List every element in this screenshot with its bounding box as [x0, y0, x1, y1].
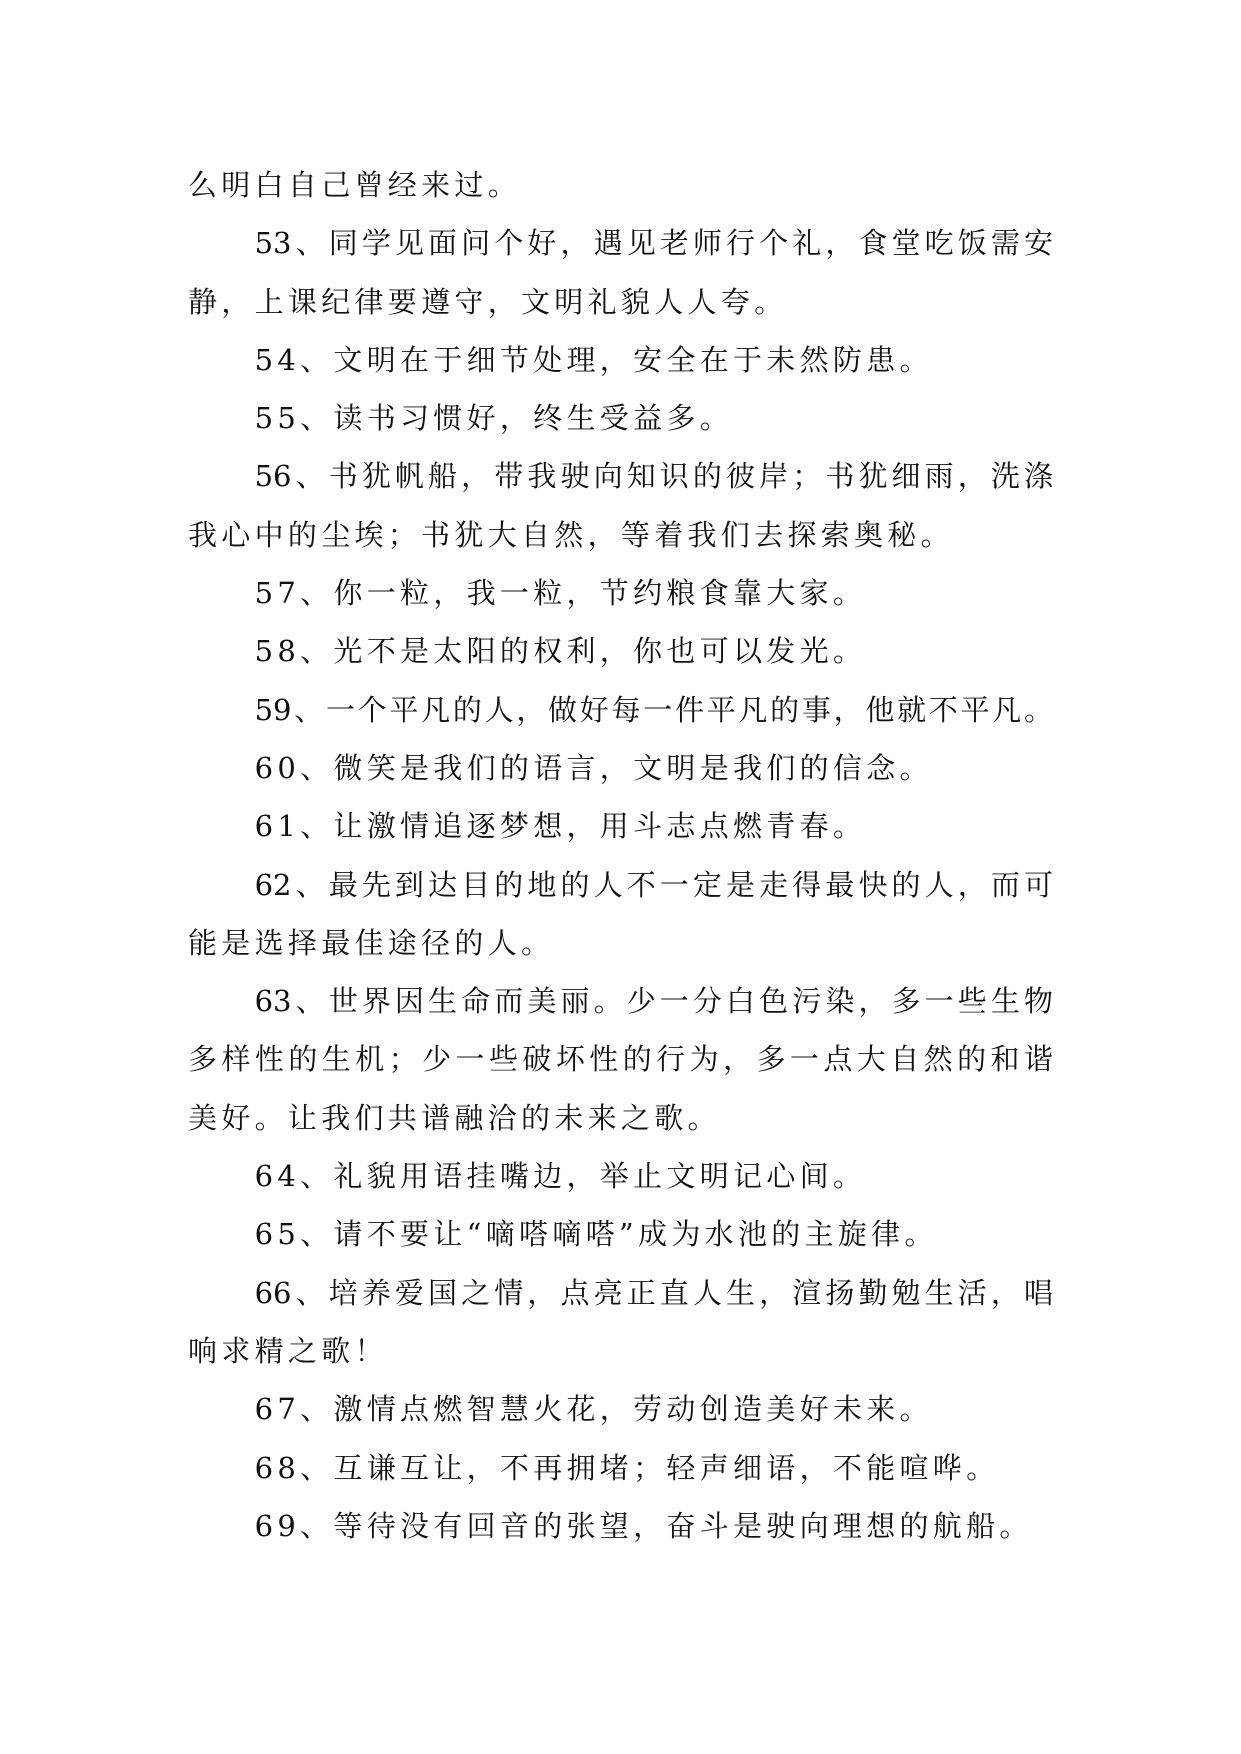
item-66	[188, 1264, 1053, 1381]
text-line: 67、激情点燃智慧火花，劳动创造美好未来。	[254, 1392, 933, 1427]
text-line: 54、文明在于细节处理，安全在于未然防患。	[254, 342, 933, 377]
item-65	[188, 1205, 1053, 1263]
text-line: 美好。让我们共谱融洽的未来之歌。	[188, 1100, 721, 1135]
text-line: 能是选择最佳途径的人。	[188, 925, 555, 960]
text-line: 55、读书习惯好，终生受益多。	[254, 401, 733, 436]
item-58	[188, 622, 1053, 680]
text-line: 63、世界因生命而美丽。少一分白色污染，多一些生物	[254, 984, 1053, 1019]
text-line: 57、你一粒，我一粒，节约粮食靠大家。	[254, 576, 867, 611]
text-line: 62、最先到达目的地的人不一定是走得最快的人，而可	[254, 867, 1053, 902]
text-line: 响求精之歌！	[188, 1333, 388, 1368]
item-57	[188, 564, 1053, 622]
text-line: 68、互谦互让，不再拥堵；轻声细语，不能喧哗。	[254, 1450, 1000, 1485]
text-line: 65、请不要让“嘀嗒嘀嗒”成为水池的主旋律。	[254, 1217, 938, 1252]
continued-paragraph	[188, 156, 1053, 214]
item-53	[188, 214, 1053, 331]
text-line: 静，上课纪律要遵守，文明礼貌人人夸。	[188, 284, 788, 319]
item-60	[188, 739, 1053, 797]
item-54	[188, 331, 1053, 389]
item-67	[188, 1380, 1053, 1438]
text-line: 66、培养爱国之情，点亮正直人生，渲扬勤勉生活，唱	[254, 1275, 1053, 1310]
item-64	[188, 1147, 1053, 1205]
text-line: 59、一个平凡的人，做好每一件平凡的事，他就不平凡。	[254, 692, 1053, 727]
text-line: 56、书犹帆船，带我驶向知识的彼岸；书犹细雨，洗涤	[254, 459, 1053, 494]
item-69	[188, 1497, 1053, 1555]
item-59	[188, 681, 1053, 739]
body-text	[188, 156, 1053, 1555]
text-line: 53、同学见面问个好，遇见老师行个礼，食堂吃饭需安	[254, 226, 1053, 261]
item-68	[188, 1439, 1053, 1497]
text-line: 我心中的尘埃；书犹大自然，等着我们去探索奥秘。	[188, 517, 954, 552]
text-line: 么明白自己曾经来过。	[188, 168, 522, 202]
text-line: 61、让激情追逐梦想，用斗志点燃青春。	[254, 809, 867, 844]
text-line: 58、光不是太阳的权利，你也可以发光。	[254, 634, 867, 669]
item-55	[188, 389, 1053, 447]
text-line: 60、微笑是我们的语言，文明是我们的信念。	[254, 750, 933, 785]
item-62	[188, 856, 1053, 973]
text-line: 多样性的生机；少一些破坏性的行为，多一点大自然的和谐	[188, 1042, 1053, 1077]
item-61	[188, 797, 1053, 855]
item-56	[188, 447, 1053, 564]
text-line: 64、礼貌用语挂嘴边，举止文明记心间。	[254, 1159, 867, 1194]
item-63	[188, 972, 1053, 1147]
text-line: 69、等待没有回音的张望，奋斗是驶向理想的航船。	[254, 1508, 1033, 1543]
